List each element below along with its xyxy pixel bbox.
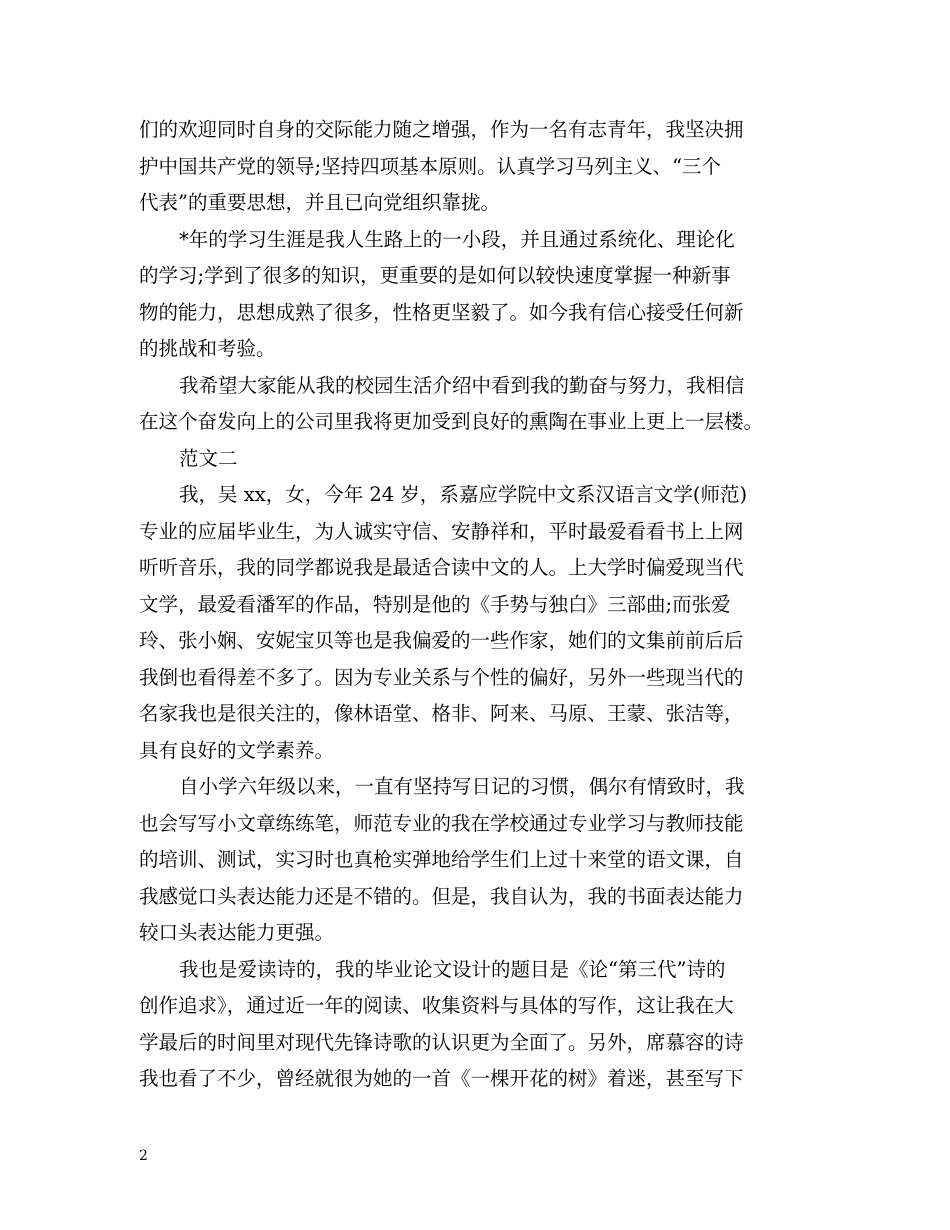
text-line: 们的欢迎同时自身的交际能力随之增强，作为一名有志青年，我坚决拥 xyxy=(139,118,744,141)
page-number: 2 xyxy=(139,1148,148,1164)
text-line: 代表”的重要思想，并且已向党组织靠拢。 xyxy=(139,191,500,214)
text-line: 我倒也看得差不多了。因为专业关系与个性的偏好，另外一些现当代的 xyxy=(139,665,744,689)
text-line: 文学，最爱看潘军的作品，特别是他的《手势与独白》三部曲;而张爱 xyxy=(139,592,731,616)
text-line: 听听音乐，我的同学都说我是最适合读中文的人。上大学时偏爱现当代 xyxy=(139,556,744,579)
text-line: 的挑战和考验。 xyxy=(139,337,276,360)
text-line: 在这个奋发向上的公司里我将更加受到良好的熏陶在事业上更上一层楼。 xyxy=(139,410,764,433)
text-line: 创作追求》，通过近一年的阅读、收集资料与具体的写作，这让我在大 xyxy=(139,994,734,1017)
text-line: 名家我也是很关注的，像林语堂、格非、阿来、马原、王蒙、张洁等， xyxy=(139,702,744,725)
text-line: 护中国共产党的领导;坚持四项基本原则。认真学习马列主义、“三个 xyxy=(139,154,722,178)
text-line: 我感觉口头表达能力还是不错的。但是，我自认为，我的书面表达能力 xyxy=(139,884,744,908)
text-line: 的培训、测试，实习时也真枪实弹地给学生们上过十来堂的语文课，自 xyxy=(139,848,744,871)
text-line: 具有良好的文学素养。 xyxy=(139,738,335,762)
text-line: 我也看了不少，曾经就很为她的一首《一棵开花的树》着迷，甚至写下 xyxy=(139,1067,744,1090)
paragraph-first-line: *年的学习生涯是我人生路上的一小段，并且通过系统化、理论化 xyxy=(179,227,735,251)
text-line: 玲、张小娴、安妮宝贝等也是我偏爱的一些作家，她们的文集前前后后 xyxy=(139,629,744,652)
body-text xyxy=(139,112,839,1098)
paragraph-first-line: 我，吴 xx，女，今年 24 岁，系嘉应学院中文系汉语言文学(师范) xyxy=(179,483,748,506)
text-line: 专业的应届毕业生，为人诚实守信、安静祥和，平时最爱看看书上上网 xyxy=(139,519,744,543)
section-heading: 范文二 xyxy=(179,446,238,470)
text-line: 也会写写小文章练练笔，师范专业的我在学校通过专业学习与教师技能 xyxy=(139,811,744,835)
text-line: 学最后的时间里对现代先锋诗歌的认识更为全面了。另外，席慕容的诗 xyxy=(139,1030,744,1054)
text-line: 较口头表达能力更强。 xyxy=(139,921,335,944)
paragraph-first-line: 我也是爱读诗的，我的毕业论文设计的题目是《论“第三代”诗的 xyxy=(179,957,726,981)
text-line: 的学习;学到了很多的知识，更重要的是如何以较快速度掌握一种新事 xyxy=(139,264,731,287)
paragraph-first-line: 我希望大家能从我的校园生活介绍中看到我的勤奋与努力，我相信 xyxy=(179,373,745,397)
text-line: 物的能力，思想成熟了很多，性格更坚毅了。如今我有信心接受任何新 xyxy=(139,300,744,324)
paragraph-first-line: 自小学六年级以来，一直有坚持写日记的习惯，偶尔有情致时，我 xyxy=(179,775,745,798)
